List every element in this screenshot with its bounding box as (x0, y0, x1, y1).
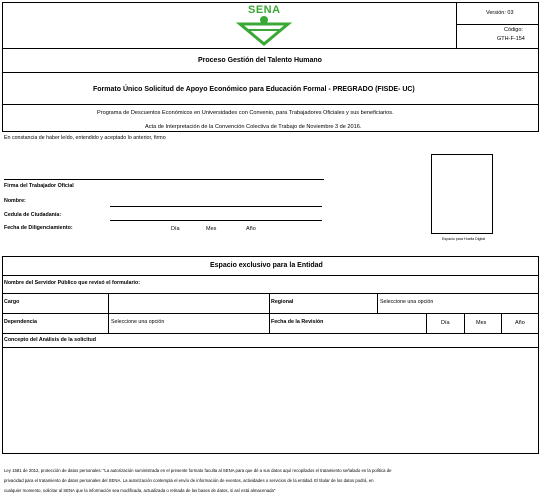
fingerprint-box[interactable] (431, 154, 493, 234)
review-day-divider (426, 313, 427, 333)
review-month-divider (464, 313, 465, 333)
cargo-label: Cargo (4, 299, 20, 305)
dependencia-label: Dependencia (4, 319, 37, 325)
review-date-label: Fecha de la Revisión (271, 319, 324, 325)
regional-label: Regional (271, 299, 294, 305)
date-month: Mes (206, 226, 217, 232)
footer-line-1: Ley 1581 de 2012, protección de datos personales: "La autorización suministrada en el presente formato faculta al SENA para que dé a sus datos aquí recopilados el tratamiento señalado en la política de (4, 468, 392, 473)
name-field[interactable] (110, 206, 322, 207)
id-label: Cedula de Ciudadanía: (4, 212, 62, 218)
process-title: Proceso Gestión del Talento Humano (198, 57, 322, 64)
entity-title: Espacio exclusivo para la Entidad (210, 262, 323, 269)
concept-field[interactable] (3, 348, 538, 453)
header-line-1 (2, 48, 539, 49)
footer-line-2: privacidad para el tratamiento de datos personales del SENA. La autorización contempla el envío de información de eventos, actividades o servicios de la entidad. El titular de los datos podrá, en (4, 478, 374, 483)
header-right-divider (456, 2, 457, 48)
regional-value-divider (377, 293, 378, 313)
header-line-3 (2, 104, 539, 105)
header-line-2 (2, 72, 539, 73)
date-day: Día (171, 226, 180, 232)
name-label: Nombre: (4, 198, 26, 204)
signature-label: Firma del Trabajador Oficial (4, 183, 74, 189)
review-month: Mes (476, 320, 487, 326)
header-right-mid (456, 24, 539, 25)
version-label: Versión: 03 (486, 10, 514, 16)
logo-text: SENA (248, 4, 281, 16)
date-year: Año (246, 226, 256, 232)
logo-icon (236, 16, 292, 46)
review-year-divider (501, 313, 502, 333)
fingerprint-caption: Espacio para Huella Digital (442, 237, 486, 241)
entity-line-2 (2, 293, 539, 294)
consent-text: En constancia de haber leído, entendido y aceptado lo anterior, firmo (4, 135, 166, 141)
date-label: Fecha de Diligenciamiento: (4, 225, 73, 231)
entity-line-1 (2, 275, 539, 276)
id-field[interactable] (110, 220, 322, 221)
act-line: Acta de Interpretación de la Convención Colectiva de Trabajo de Noviembre 3 de 2016. (145, 124, 362, 130)
dependencia-select[interactable]: Seleccione una opción (111, 319, 165, 325)
regional-select[interactable]: Seleccione una opción (380, 299, 434, 305)
code-label: Código: (504, 27, 523, 33)
review-day: Día (441, 320, 450, 326)
program-line: Programa de Descuentos Económicos en Universidades con Convenio, para Trabajadores Oficiales y sus beneficiarios. (97, 110, 394, 116)
signature-line[interactable] (4, 179, 324, 180)
entity-line-4 (2, 333, 539, 334)
entity-line-3 (2, 313, 539, 314)
reviewer-label: Nombre del Servidor Público que revisó el formulario: (4, 280, 140, 286)
cargo-field[interactable] (109, 294, 268, 312)
code-value: GTH-F-154 (497, 36, 525, 42)
footer-line-3: cualquier momento, solicitar al SENA que la información sea modificada, actualizada o retirada de las bases de datos, si así está almacenada" (4, 488, 276, 493)
review-year: Año (515, 320, 525, 326)
concept-label: Concepto del Análisis de la solicitud (4, 337, 96, 343)
form-title: Formato Único Solicitud de Apoyo Económico para Educación Formal - PREGRADO (FISDE- UC) (93, 86, 415, 93)
sena-logo (236, 5, 292, 45)
